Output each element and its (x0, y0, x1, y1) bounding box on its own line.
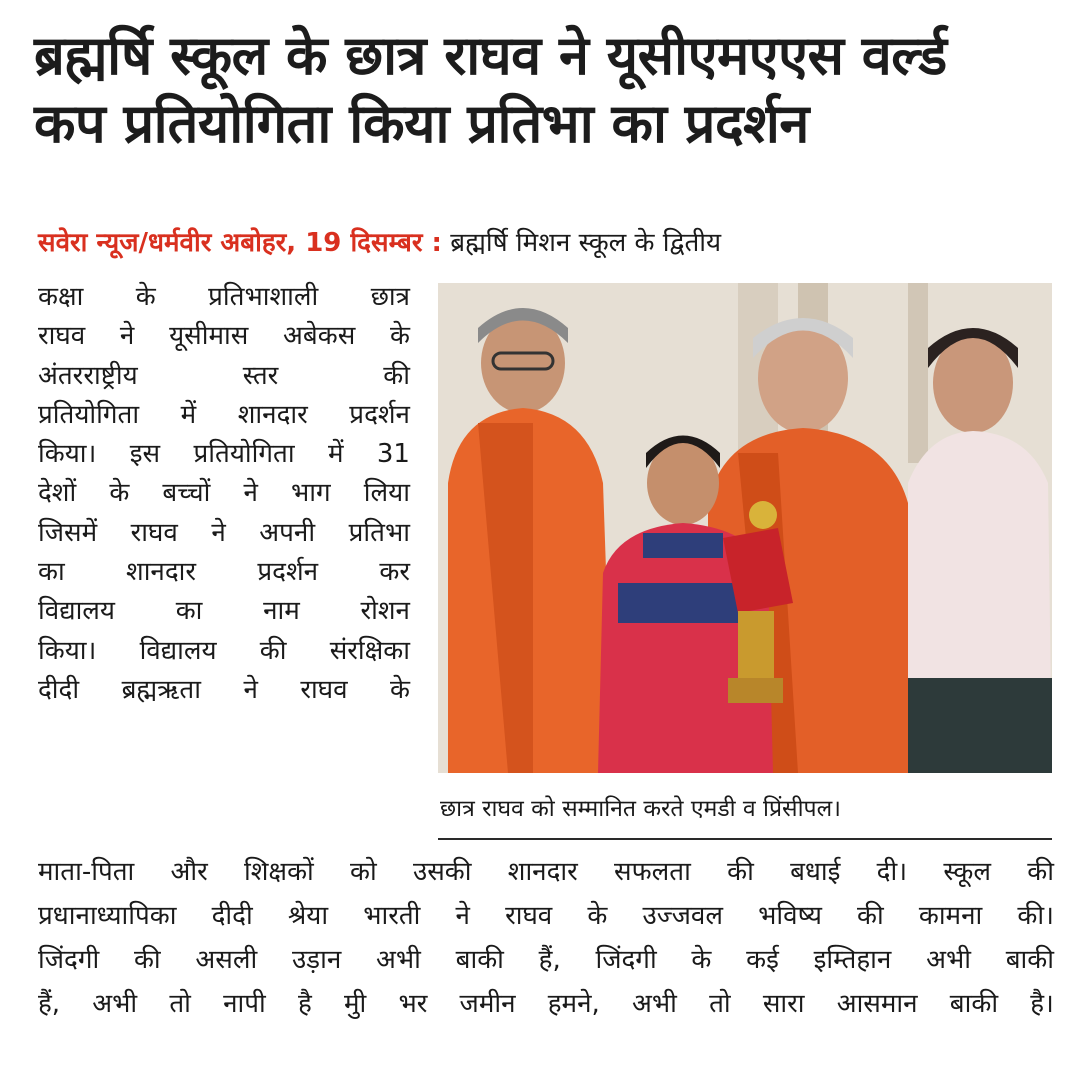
word: प्रतियोगिता (193, 439, 295, 470)
body-line (38, 938, 1054, 982)
word: यूसीमास (169, 321, 249, 352)
word: है (297, 989, 312, 1019)
word: शानदार (507, 857, 578, 887)
word: दी। (876, 857, 908, 887)
body-column-narrow (38, 278, 410, 710)
body-line (38, 396, 410, 435)
word: देशों (38, 478, 77, 509)
news-source-dateline: सवेरा न्यूज/धर्मवीर अबोहर, 19 दिसम्बर : (38, 228, 442, 258)
word: अपनी (259, 517, 316, 548)
word: की। (1017, 901, 1054, 931)
word: ब्रह्मऋता (121, 674, 201, 705)
lead-text: ब्रह्मर्षि मिशन स्कूल के द्वितीय (450, 228, 722, 258)
word: के (390, 674, 410, 705)
word: कर (379, 557, 410, 588)
word: जिसमें (38, 517, 98, 548)
body-column-wide (38, 850, 1054, 1026)
word: कई (746, 945, 779, 975)
word: ने (119, 321, 135, 352)
word: ने (243, 674, 258, 705)
word: सारा (762, 989, 805, 1019)
word: में (180, 399, 197, 430)
photo-caption: छात्र राघव को सम्मानित करते एमडी व प्रिंसीपल। (440, 796, 841, 822)
word: मुी (343, 989, 367, 1019)
word: राघव (300, 674, 348, 705)
word: की (259, 635, 287, 666)
body-line (38, 435, 410, 474)
word: छात्र (370, 282, 410, 312)
word: 31 (376, 439, 410, 470)
caption-divider (438, 838, 1052, 840)
word: जिंदगी (595, 945, 657, 975)
news-photo (438, 283, 1052, 773)
body-line (38, 592, 410, 631)
word: इस (129, 439, 161, 470)
word: नाम (263, 596, 300, 627)
headline-line-2: कप प्रतियोगिता किया प्रतिभा का प्रदर्शन (34, 92, 809, 155)
word: ने (455, 901, 470, 931)
word: सफलता (614, 857, 691, 887)
word: राघव (505, 901, 553, 931)
word: का (175, 596, 203, 627)
word: किया। (38, 439, 97, 470)
word: के (109, 478, 130, 509)
word: राघव (38, 321, 86, 352)
word: रोशन (360, 596, 410, 627)
word: उज्जवल (642, 901, 723, 931)
word: अभी (926, 945, 971, 975)
word: अभी (92, 989, 138, 1019)
body-line (38, 850, 1054, 894)
headline (34, 22, 1054, 158)
word: ने (211, 517, 226, 548)
word: स्कूल (943, 857, 992, 887)
word: के (135, 282, 156, 312)
word: अबेकस (283, 321, 356, 352)
body-line (38, 474, 410, 513)
body-line (38, 553, 410, 592)
body-line (38, 671, 410, 710)
word: और (170, 857, 208, 887)
word: दीदी (38, 674, 80, 705)
word: कक्षा (38, 282, 84, 312)
word: विद्यालय (139, 635, 217, 666)
word: माता-पिता (38, 857, 135, 887)
word: भविष्य (758, 901, 822, 931)
word: की (133, 945, 161, 975)
word: संरक्षिका (329, 635, 410, 666)
word: स्तर (242, 360, 279, 391)
headline-line-1: ब्रह्मर्षि स्कूल के छात्र राघव ने यूसीएमएएस वर्ल्ड (34, 24, 947, 87)
word: शानदार (237, 399, 308, 430)
word: विद्यालय (38, 596, 116, 627)
word: भाग (290, 478, 331, 509)
word: हमने, (547, 989, 600, 1019)
word: राघव (130, 517, 178, 548)
word: की (727, 857, 754, 887)
body-line (38, 632, 410, 671)
word: तो (169, 989, 191, 1019)
word: की (383, 360, 410, 391)
word: प्रदर्शन (349, 399, 410, 430)
word: बधाई (790, 857, 841, 887)
word: दीदी (211, 901, 253, 931)
word: की (857, 901, 884, 931)
word: बच्चों (162, 478, 211, 509)
word: जमीन (459, 989, 516, 1019)
word: के (587, 901, 608, 931)
word: भारती (363, 901, 421, 931)
word: बाकी (455, 945, 504, 975)
word: भर (398, 989, 428, 1019)
body-line (38, 357, 410, 396)
word: के (390, 321, 410, 352)
word: प्रतिभाशाली (208, 282, 319, 312)
word: अभी (632, 989, 677, 1019)
word: असली (195, 945, 258, 975)
word: में (327, 439, 344, 470)
word: ने (243, 478, 258, 509)
word: की (1027, 857, 1054, 887)
word: उड़ान (291, 945, 342, 975)
word: तो (709, 989, 731, 1019)
word: बाकी (949, 989, 999, 1019)
body-line (38, 894, 1054, 938)
word: है। (1030, 989, 1054, 1019)
word: अभी (376, 945, 421, 975)
word: हैं, (38, 989, 61, 1019)
dateline (38, 224, 1058, 262)
word: शानदार (126, 557, 197, 588)
word: आसमान (836, 989, 918, 1019)
word: इम्तिहान (813, 945, 892, 975)
word: हैं, (538, 945, 561, 975)
body-line (38, 982, 1054, 1026)
word: कामना (918, 901, 983, 931)
word: के (691, 945, 712, 975)
photo-illustration (438, 283, 1052, 773)
word: लिया (363, 478, 410, 509)
word: किया। (38, 635, 97, 666)
word: का (38, 557, 65, 588)
word: प्रतियोगिता (38, 399, 140, 430)
word: प्रदर्शन (257, 557, 319, 588)
body-line (38, 317, 410, 356)
word: जिंदगी (38, 945, 100, 975)
word: उसकी (412, 857, 472, 887)
word: अंतरराष्ट्रीय (38, 360, 138, 391)
word: को (350, 857, 377, 887)
body-line (38, 514, 410, 553)
word: शिक्षकों (244, 857, 314, 887)
word: श्रेया (287, 901, 329, 931)
word: बाकी (1005, 945, 1054, 975)
word: प्रधानाध्यापिका (38, 901, 177, 931)
word: प्रतिभा (348, 517, 410, 548)
word: नापी (223, 989, 266, 1019)
body-line (38, 278, 410, 317)
